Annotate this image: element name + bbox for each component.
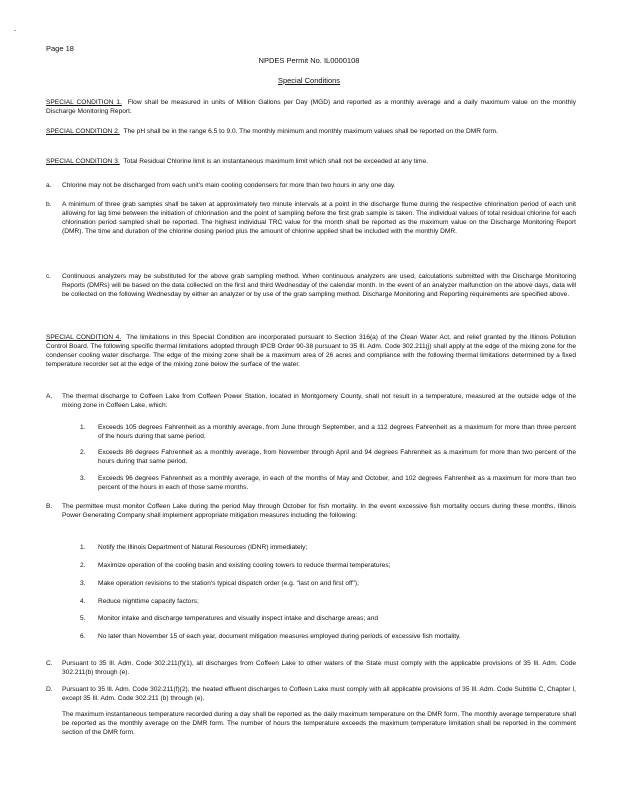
sc4-c-label: C.	[46, 660, 53, 667]
sc3-item-b-label: b.	[46, 201, 52, 208]
sc4-b-text: The permittee must monitor Coffeen Lake during the period May through October for fish mortality. In the event excessive fish mortality occurs during these months, Illinois Power Generating Company shall implement appropriate mitigation measures including the following:	[62, 503, 576, 519]
sc2-label: SPECIAL CONDITION 2.	[46, 128, 120, 135]
page-number: Page 18	[46, 44, 74, 53]
sc4-b6-label: 6.	[80, 633, 86, 640]
sc4-b1-label: 1.	[80, 544, 86, 551]
sc4-closing-paragraph: The maximum instantaneous temperature recorded during a day shall be reported as the daily maximum temperature on the DMR form. The monthly average temperature shall be reported as the monthly average on the DMR form. The number of hours the temperature exceeds the maximum temperature limitation shall be reported in the comment section of the DMR form.	[62, 711, 576, 736]
top-mark: -	[14, 28, 16, 34]
sc4-a1-label: 1.	[80, 424, 86, 431]
page-title: Special Conditions	[277, 76, 341, 85]
sc3-text: Total Residual Chlorine limit is an instantaneous maximum limit which shall not be exceeded at any time.	[123, 158, 429, 165]
sc4-b2-text: Maximize operation of the cooling basin and existing cooling towers to reduce thermal temperatures;	[98, 562, 391, 569]
sc4-c-text: Pursuant to 35 Ill. Adm. Code 302.211(f)(1), all discharges from Coffeen Lake to other waters of the State must comply with the applicable provisions of 35 Ill. Adm. Code 302.211(b) through (e).	[62, 660, 576, 676]
sc3-item-b-text: A minimum of three grab samples shall be taken at approximately two minute intervals at a point in the discharge flume during the respective chlorination period of each unit allowing for lag time between the initiation of chlorination and the point of sampling before the first grab sample is taken. The individual values of total residual chlorine for each chlorination period sampled shall be reported. The highest individual TRC value for the month shall be reported as the maximum value on the Discharge Monitoring Report (DMR). The time and duration of the chlorine dosing period plus the amount of chlorine applied shall be included with the monthly DMR.	[62, 201, 576, 235]
sc3-item-a-text: Chlorine may not be discharged from each unit's main cooling condensers for more than two hours in any one day.	[62, 182, 396, 189]
sc4-a3-label: 3.	[80, 475, 86, 482]
sc4-label: SPECIAL CONDITION 4.	[46, 334, 122, 341]
sc4-b5-label: 5.	[80, 615, 86, 622]
sc4-a2-label: 2.	[80, 449, 86, 456]
sc3-item-c-label: c.	[46, 273, 52, 280]
sc1-label: SPECIAL CONDITION 1.	[46, 99, 122, 106]
special-condition-4	[46, 333, 576, 369]
sc4-a3-text: Exceeds 96 degrees Fahrenheit as a monthly average, in each of the months of May and October, and 102 degrees Fahrenheit as a maximum for more than two percent of the hours in each of those same months.	[98, 475, 576, 491]
sc4-a-label: A.	[46, 393, 53, 400]
sc4-b5-text: Monitor intake and discharge temperatures and visually inspect intake and discharge areas; and	[98, 615, 379, 622]
sc4-b4-text: Reduce nighttime capacity factors;	[98, 598, 199, 605]
special-condition-3	[46, 157, 576, 166]
sc4-a1-text: Exceeds 105 degrees Fahrenheit as a monthly average, from June through September, and a 112 degrees Fahrenheit as a maximum for more than three percent of the hours during that same period.	[98, 424, 576, 440]
permit-number: NPDES Permit No. IL0000108	[258, 56, 360, 65]
sc4-d-text: Pursuant to 35 Ill. Adm. Code 302.211(f)(2), the heated effluent discharges to Coffeen Lake must comply with all applicable provisions of 35 Ill. Adm. Code Subtitle C, Chapter I, except 35 Ill. Adm. Code 302.211 (b) through (e).	[62, 686, 576, 702]
sc3-item-a-label: a.	[46, 182, 52, 189]
sc3-item-c-text: Continuous analyzers may be substituted for the above grab sampling method. When continuous analyzers are used, calculations submitted with the Discharge Monitoring Reports (DMRs) will be based on the data collected on the first and third Wednesday of the calendar month. In the event of an analyzer malfunction on the above days, data will be collected on the following Wednesday by either an analyzer or by use of the grab sampling method. Discharge Monitoring and Reporting requirements are specified above.	[62, 273, 576, 298]
sc1-text: Flow shall be measured in units of Million Gallons per Day (MGD) and reported as a monthly average and a daily maximum value on the monthly Discharge Monitoring Report.	[46, 99, 576, 115]
sc4-text: The limitations in this Special Condition are incorporated pursuant to Section 316(a) of the Clean Water Act, and relief granted by the Illinois Pollution Control Board. The following specific thermal limitations adopted through IPCB Order 90-38 pursuant to 35 Ill. Adm. Code 302.211(j) shall apply at the edge of the mixing zone for the condenser cooling water discharge. The edge of the mixing zone shall be a maximum area of 26 acres and compliance with the following thermal limitations determined by a fixed temperature recorder set at the edge of the mixing zone below the surface of the water.	[46, 334, 576, 368]
special-condition-2	[46, 127, 576, 136]
sc4-b3-label: 3.	[80, 580, 86, 587]
sc4-b4-label: 4.	[80, 598, 86, 605]
sc4-b1-text: Notify the Illinois Department of Natural Resources (IDNR) immediately;	[98, 544, 308, 551]
sc4-a-text: The thermal discharge to Coffeen Lake from Coffeen Power Station, located in Montgomery County, shall not result in a temperature, measured at the outside edge of the mixing zone in Coffeen Lake, which:	[62, 393, 576, 409]
sc3-label: SPECIAL CONDITION 3.	[46, 158, 120, 165]
sc4-a2-text: Exceeds 86 degrees Fahrenheit as a monthly average, from November through April and 94 degrees Fahrenheit as a maximum for more than two percent of the hours during that same period.	[98, 449, 576, 465]
sc4-b-label: B.	[46, 503, 53, 510]
sc4-b3-text: Make operation revisions to the station's typical dispatch order (e.g. "last on and first off");	[98, 580, 359, 587]
sc2-text: The pH shall be in the range 6.5 to 9.0. The monthly minimum and monthly maximum values shall be reported on the DMR form.	[123, 128, 498, 135]
sc4-b2-label: 2.	[80, 562, 86, 569]
special-condition-1	[46, 98, 576, 116]
sc4-d-label: D.	[46, 686, 53, 693]
sc4-b6-text: No later than November 15 of each year, document mitigation measures employed during periods of excessive fish mortality.	[98, 633, 461, 640]
